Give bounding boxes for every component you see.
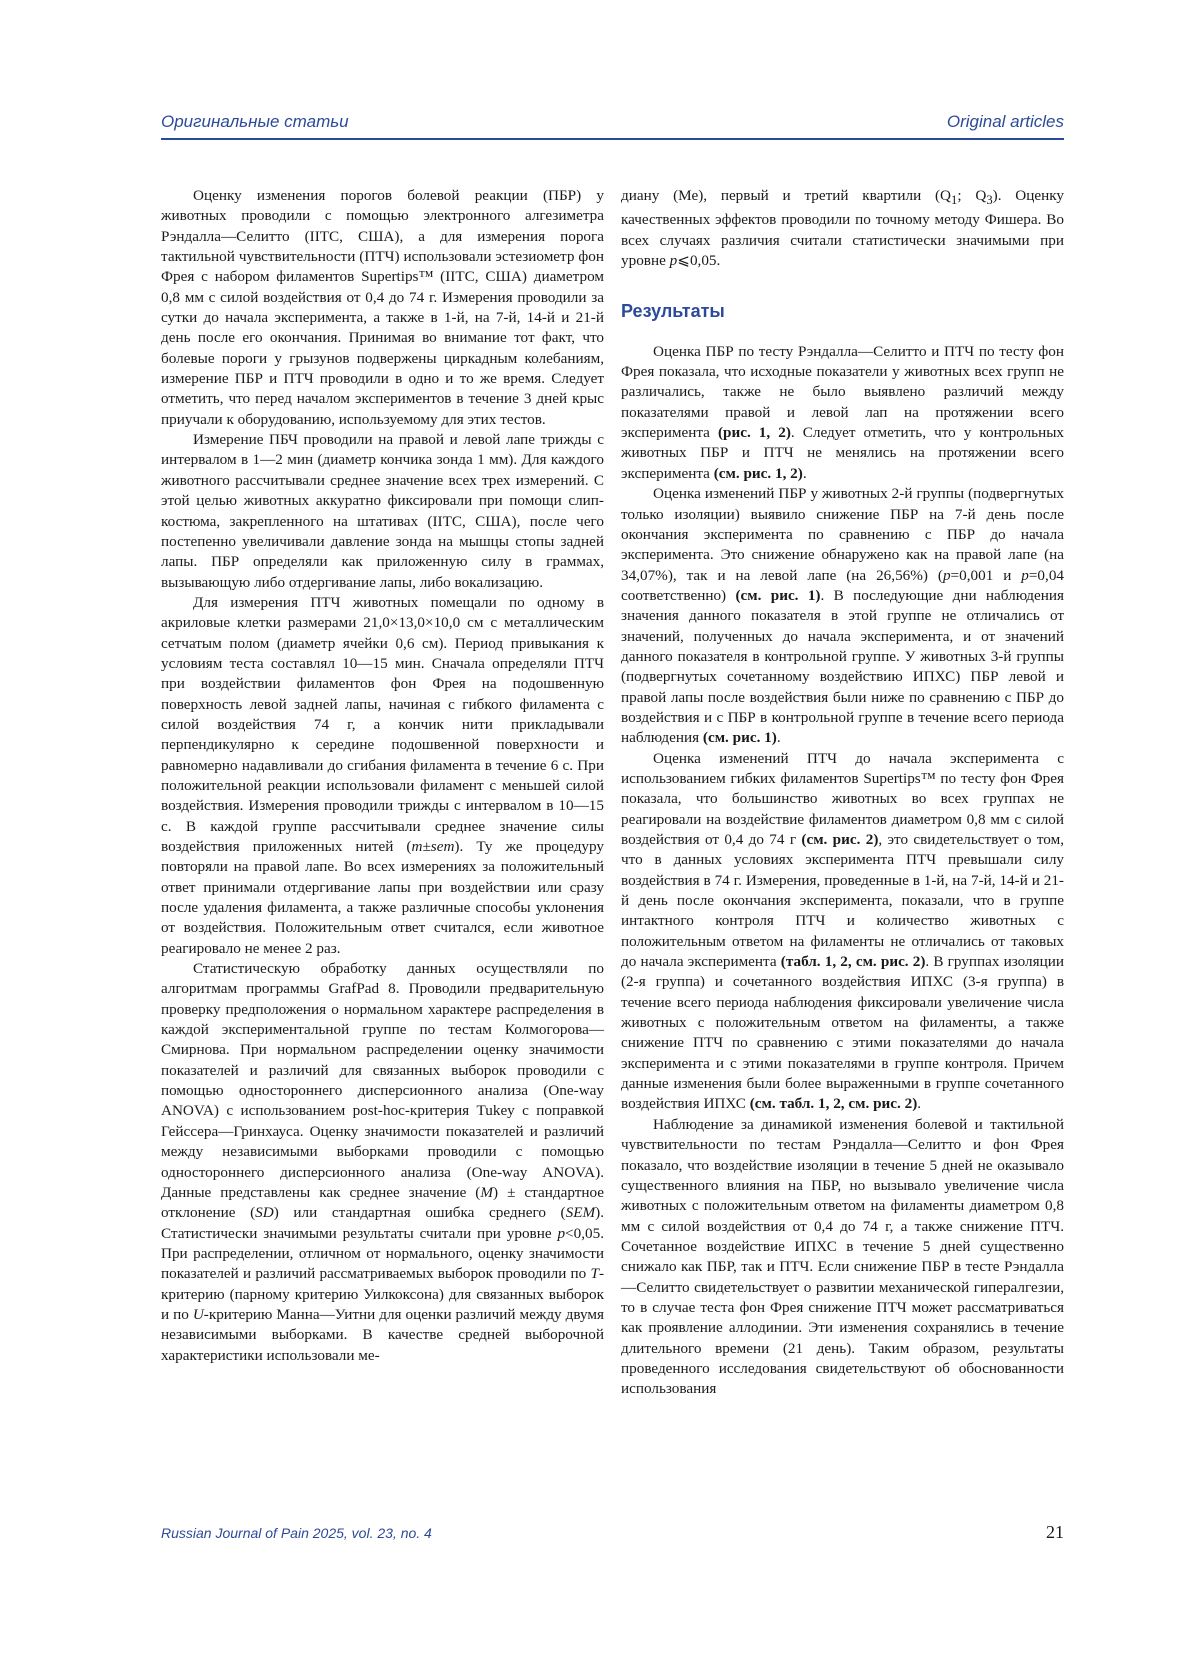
paragraph-results-pbr: Оценка изменений ПБР у животных 2-й группы (подвергнутых только изоляции) выявило снижение ПБР на 7-й день после окончания эксперимента по сравнению с ПБР до начала эксперимента. Это снижение обнаружено как на правой лапе (на 34,07%), так и на левой лапе (на 26,56%) (p=0,001 и p=0,04 соответственно) (см. рис. 1). В последующие дни наблюдения значения данного показателя в этой группе не отличались от значений, полученных до начала эксперимента, и от значений данного показателя в контрольной группе. У животных 3-й группы (подвергнутых сочетанному воздействию ИПХС) ПБР левой и правой лапы после воздействия были ниже по сравнению с ПБР до воздействия и с ПБР в контрольной группе в течение всего периода наблюдения (см. рис. 1). [621, 485, 1065, 747]
paragraph-von-frey: Для измерения ПТЧ животных помещали по одному в акриловые клетки размерами 21,0×13,0×10,0 см с металлическим сетчатым полом (диаметр ячейки 0,6 см). Период привыкания к условиям теста составлял 10—15 мин. Сначала определяли ПТЧ при воздействии филаментов фон Фрея на подошвенную поверхность левой задней лапы, начиная с гибкого филамента с силой воздействия 74 г, а кончик нити прикладывали перпендикулярно к середине подошвенной поверхности и равномерно надавливали до сгибания филамента в течение 6 с. При положительной реакции использовали филамент с меньшей силой воздействия. Измерения проводили трижды с интервалом в 10—15 с. В каждой группе рассчитывали среднее значение силы воздействия приложенных нитей (m±sem). Ту же процедуру повторяли на правой лапе. Во всех измерениях за положительный ответ принимали отдергивание лапы при воздействии или сразу после удаления филамента, а также различные способы уклонения от воздействия. Положительным ответ считался, если животное реагировало не менее 2 раз. [161, 593, 604, 957]
header-section-en: Original articles [946, 112, 1064, 131]
left-column [161, 186, 604, 1366]
page-number: 21 [1046, 1522, 1064, 1542]
paragraph-statistics-continued: диану (Ме), первый и третий квартили ($Q_1$; $Q_3$). Оценку качественных эффектов проводили по точному методу Фишера. Во всех случаях различия считали статистически значимыми при уровне p⩽0,05. [621, 187, 1065, 270]
header-section-ru: Оригинальные статьи [161, 112, 349, 131]
section-heading-results: Результаты [621, 301, 725, 322]
running-footer [161, 1522, 1064, 1549]
paragraph-results-ptch: Оценка изменений ПТЧ до начала эксперимента с использованием гибких филаментов Supertips™ по тесту фон Фрея показала, что большинство животных во всех группах не реагировали на воздействие филаментов диаметром 0,8 мм с силой воздействия от 0,4 до 74 г (см. рис. 2), это свидетельствует о том, что в данных условиях эксперимента ПТЧ превышали силу воздействия в 74 г. Измерения, проведенные в 1-й, на 7-й, 14-й и 21-й день после окончания эксперимента, показали, что в группе интактного контроля ПТЧ и количество животных с положительным ответом на филаменты не отличались от таковых до начала эксперимента (табл. 1, 2, см. рис. 2). В группах изоляции (2-я группа) и сочетанного воздействия ИПХС (3-я группа) в течение всего периода наблюдения фиксировали увеличение числа животных с положительным ответом на филаменты, а также снижение ПТЧ по сравнению с этими показателями до начала эксперимента и с этими показателями в группе контроля. Причем данные изменения были более выраженными в группе сочетанного воздействия ИПХС (см. табл. 1, 2, см. рис. 2). [621, 749, 1064, 1113]
paragraph-randall-selitto: Измерение ПБЧ проводили на правой и левой лапе трижды с интервалом в 1—2 мин (диаметр кончика зонда 1 мм). Для каждого животного рассчитывали среднее значение всех трех измерений. С этой целью животных аккуратно фиксировали при помощи слип-костюма, закрепленного на штативах (IITC, США), после чего постепенно увеличивали давление зонда на мышцы стопы задней лапы. ПБР определяли как приложенную силу в граммах, вызывающую либо отдергивание лапы, либо вокализацию. [161, 431, 604, 591]
paragraph-results-dynamics: Наблюдение за динамикой изменения болевой и тактильной чувствительности по тестам Рэндалла—Селитто и фон Фрея показало, что воздействие изоляции в течение 5 дней не оказывало существенного влияния на ПБР, но вызывало увеличение числа животных с положительным ответом на филаменты диаметром 0,8 мм с силой воздействия от 0,4 до 74 г, а также снижение ПТЧ. Сочетанное воздействие ИПХС в течение 5 дней существенно снижало как ПБР, так и ПТЧ. Если снижение ПБР в тесте Рэндалла—Селитто свидетельствует о развитии механической гипералгезии, то в случае теста фон Фрея снижение ПТЧ может рассматриваться как проявление аллодинии. Эти изменения сохранялись в течение длительного времени (21 день). Таким образом, результаты проведенного исследования свидетельствуют об обоснованности использования [621, 1115, 1064, 1398]
paragraph-statistics: Статистическую обработку данных осуществляли по алгоритмам программы GrafPad 8. Проводили предварительную проверку предположения о нормальном характере распределения в каждой экспериментальной группе по тестам Колмогорова—Смирнова. При нормальном распределении оценку значимости показателей и различий для связанных выборок проводили с помощью одностороннего дисперсионного анализа (One-way ANOVA) с использованием post-hoc-критерия Tukey с поправкой Гейссера—Гринхауса. Оценку значимости показателей и различий между независимыми выборками проводили с помощью одностороннего дисперсионного анализа (One-way ANOVA). Данные представлены как среднее значение (M) ± стандартное отклонение (SD) или стандартная ошибка среднего (SEM). Статистически значимыми результаты считали при уровне p<0,05. При распределении, отличном от нормального, оценку значимости показателей и различий рассматриваемых выборок проводили по T-критерию (парному критерию Уилкоксона) для связанных выборок и по U-критерию Манна—Уитни для оценки различий между двумя независимыми выборками. В качестве средней выборочной характеристики использовали ме- [161, 960, 604, 1364]
paragraph-pain-threshold-methods: Оценку изменения порогов болевой реакции (ПБР) у животных проводили с помощью электронного алгезиметра Рэндалла—Селитто (IITC, США), а для измерения порога тактильной чувствительности (ПТЧ) использовали эстезиометр фон Фрея с набором филаментов Supertips™ (IITC, США) диаметром 0,8 мм с силой воздействия от 0,4 до 74 г. Измерения проводили за сутки до начала эксперимента, а также в 1-й, на 7-й, 14-й и 21-й день после его окончания. Принимая во внимание тот факт, что болевые пороги у грызунов подвержены циркадным колебаниям, измерение ПБР и ПТЧ проводили в одно и то же время. Следует отметить, что перед началом экспериментов в течение 3 дней крыс приучали к оборудованию, используемому для этих тестов. [161, 187, 604, 428]
journal-citation: Russian Journal of Pain 2025, vol. 23, no. 4 [161, 1525, 432, 1541]
running-header [161, 112, 1064, 140]
paragraph-results-baseline: Оценка ПБР по тесту Рэндалла—Селитто и ПТЧ по тесту фон Фрея показала, что исходные показатели у животных всех групп не различались, также не было выявлено различий между показателями правой и левой лап на протяжении всего эксперимента (рис. 1, 2). Следует отметить, что у контрольных животных ПБР и ПТЧ не менялись на протяжении всего эксперимента (см. рис. 1, 2). [621, 342, 1064, 482]
right-column [621, 186, 1064, 1400]
